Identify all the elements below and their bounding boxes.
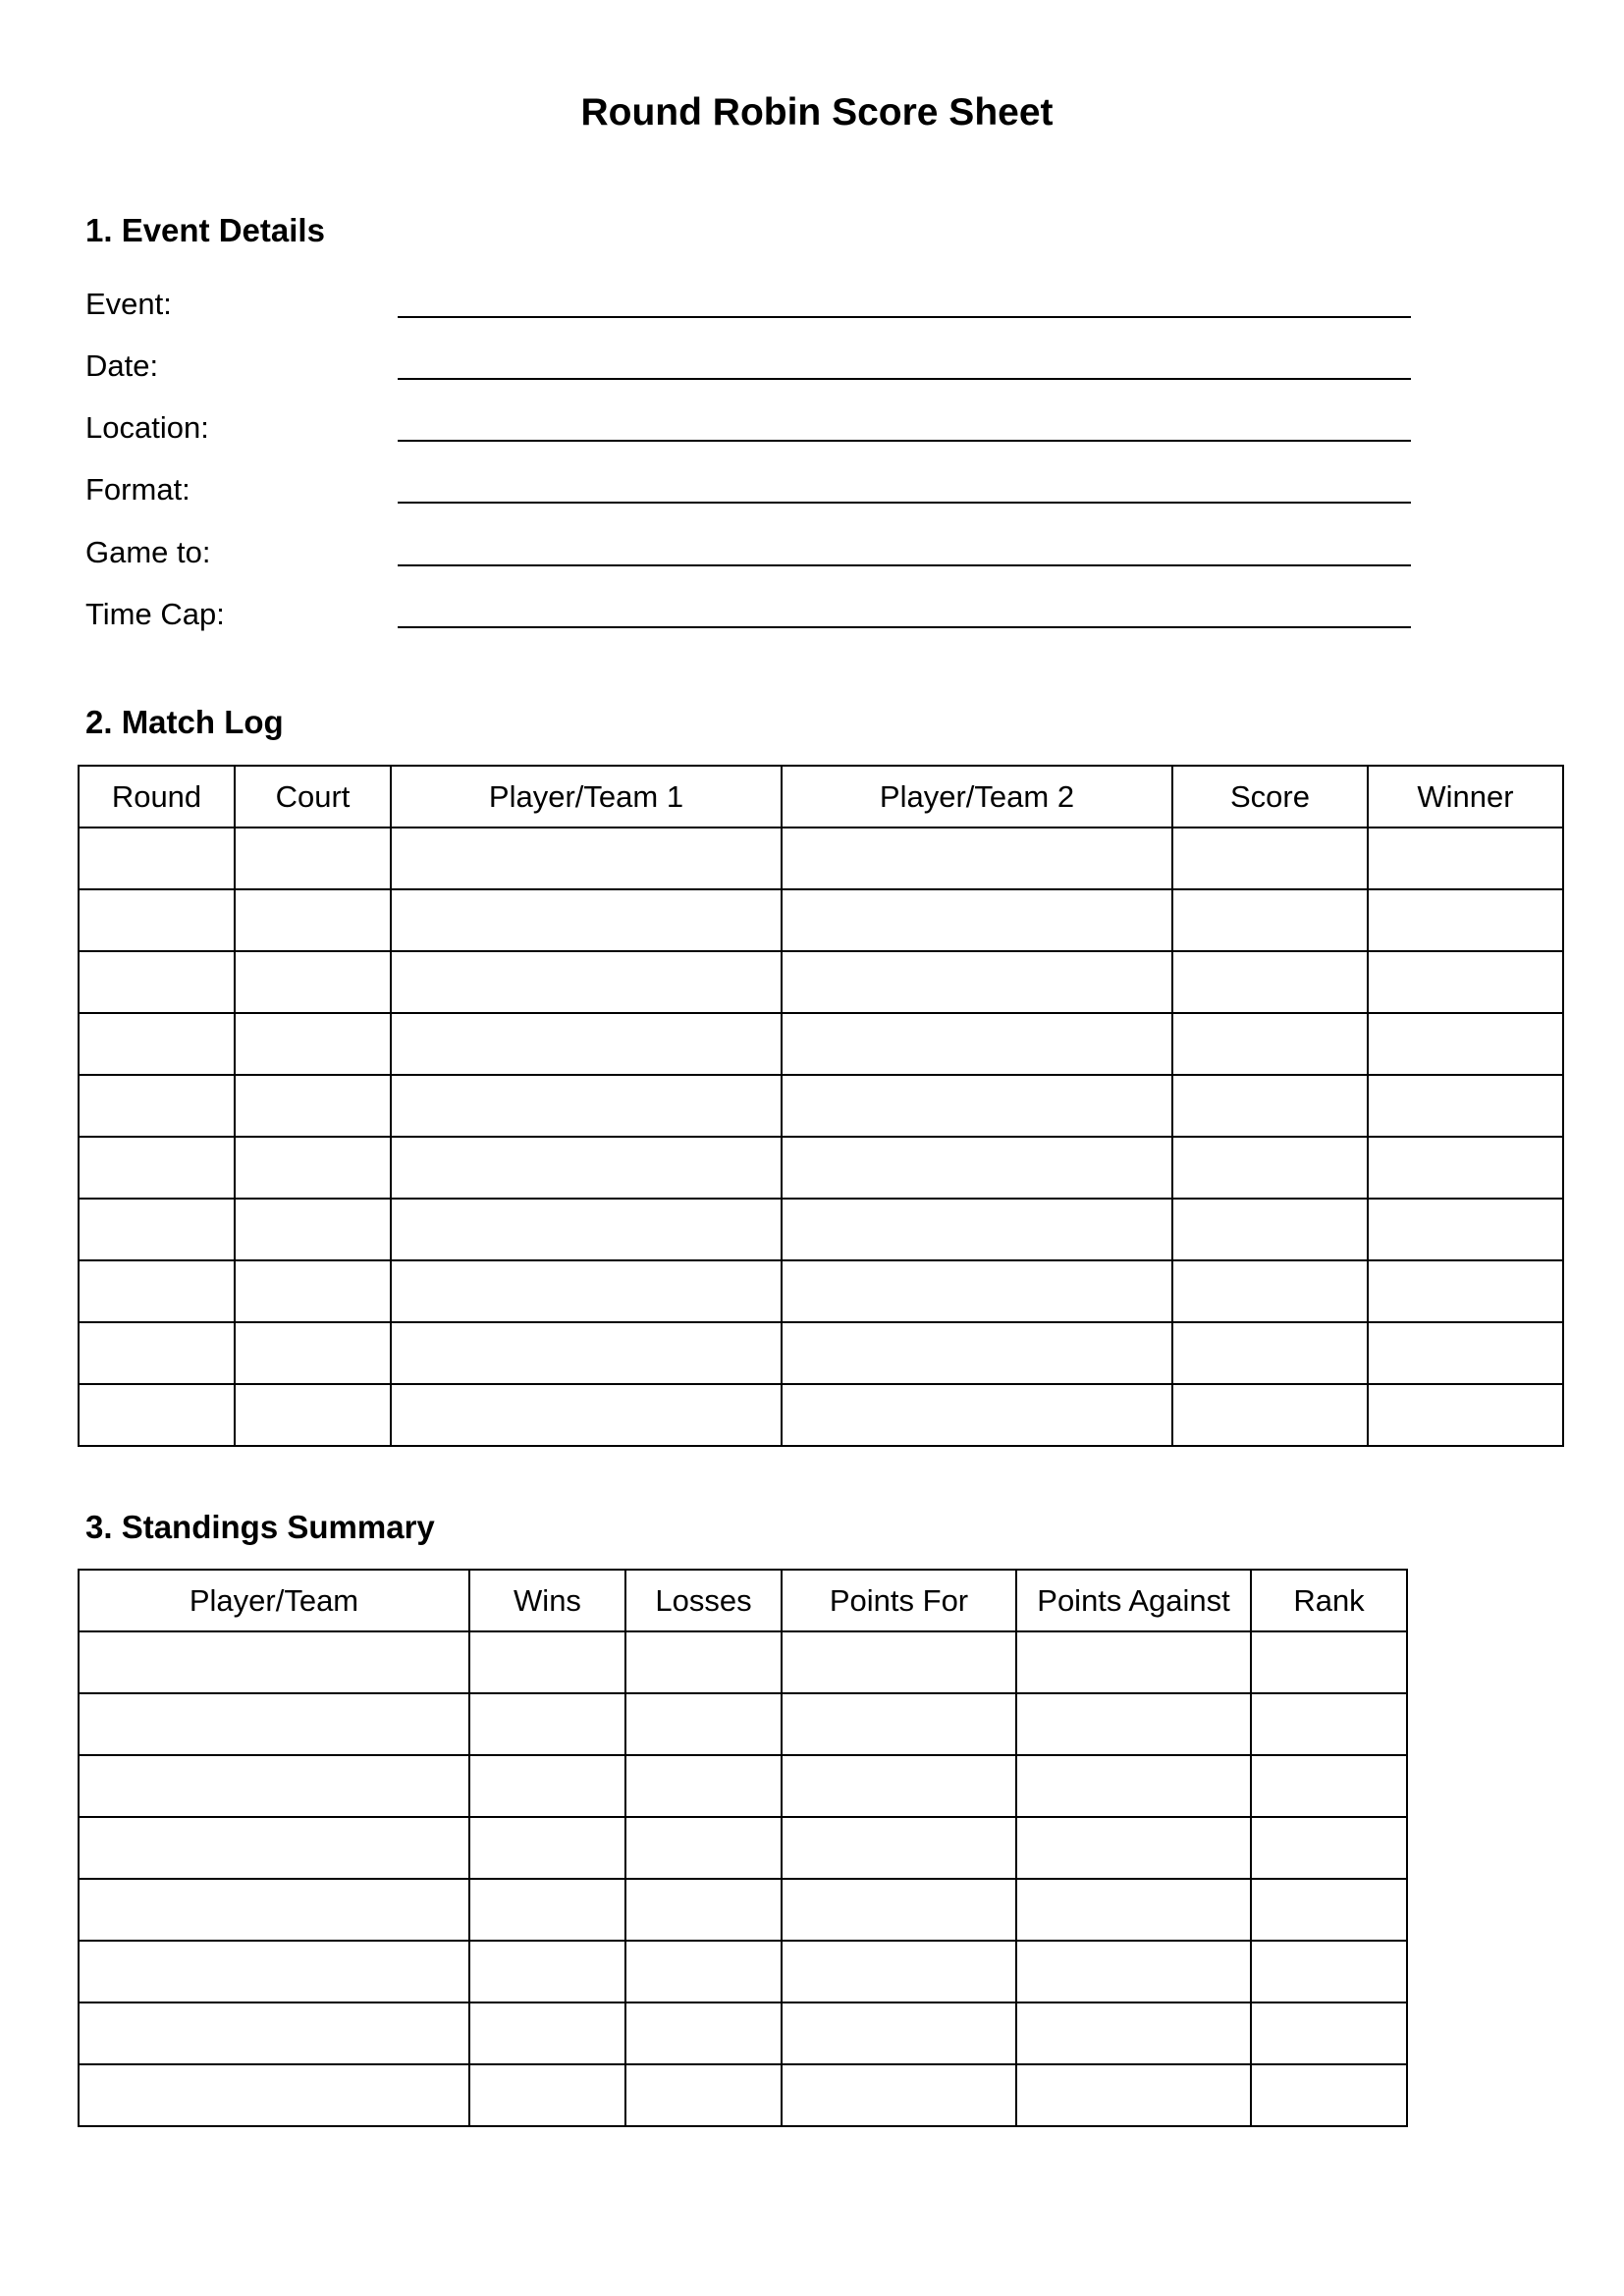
table-cell[interactable]	[1016, 2002, 1251, 2064]
event-details-heading: 1. Event Details	[85, 212, 325, 248]
table-cell[interactable]	[1251, 1817, 1407, 1879]
standings-header-row	[79, 1570, 1407, 1631]
table-cell[interactable]	[1251, 1941, 1407, 2002]
match-log-table	[78, 765, 1564, 1447]
table-cell[interactable]	[79, 2002, 469, 2064]
table-cell[interactable]	[79, 1384, 235, 1446]
standings-row	[79, 2064, 1407, 2126]
standings-heading: 3. Standings Summary	[85, 1509, 435, 1545]
standings-body	[79, 1631, 1407, 2126]
table-cell[interactable]	[79, 951, 235, 1013]
column-header-score: Score	[1172, 766, 1368, 828]
table-cell[interactable]	[1368, 1075, 1563, 1137]
table-cell[interactable]	[79, 1693, 469, 1755]
table-cell[interactable]	[1172, 1322, 1368, 1384]
table-cell[interactable]	[1172, 828, 1368, 889]
table-cell[interactable]	[1368, 1013, 1563, 1075]
standings-row	[79, 1755, 1407, 1817]
table-cell[interactable]	[1368, 1199, 1563, 1260]
table-cell[interactable]	[391, 1075, 782, 1137]
table-cell[interactable]	[1368, 889, 1563, 951]
event-field-label: Event:	[85, 287, 172, 321]
table-cell[interactable]	[391, 1260, 782, 1322]
date-field-label: Date:	[85, 348, 159, 383]
table-cell[interactable]	[79, 1631, 469, 1693]
table-cell[interactable]	[625, 1941, 782, 2002]
match-log-row	[79, 1384, 1563, 1446]
table-cell[interactable]	[1172, 1137, 1368, 1199]
table-cell[interactable]	[782, 1941, 1016, 2002]
table-cell[interactable]	[469, 1755, 625, 1817]
table-cell[interactable]	[782, 2002, 1016, 2064]
table-cell[interactable]	[235, 828, 391, 889]
table-cell[interactable]	[782, 1631, 1016, 1693]
table-cell[interactable]	[391, 1137, 782, 1199]
table-cell[interactable]	[1251, 2002, 1407, 2064]
table-cell[interactable]	[391, 1013, 782, 1075]
match-log-heading: 2. Match Log	[85, 704, 284, 740]
table-cell[interactable]	[782, 1879, 1016, 1941]
standings-row	[79, 1693, 1407, 1755]
column-header-rank: Rank	[1251, 1570, 1407, 1631]
table-cell[interactable]	[235, 1013, 391, 1075]
table-cell[interactable]	[1016, 1693, 1251, 1755]
table-cell[interactable]	[625, 1817, 782, 1879]
location-field-line[interactable]	[398, 440, 1411, 442]
table-cell[interactable]	[782, 1260, 1172, 1322]
table-cell[interactable]	[1251, 2064, 1407, 2126]
table-cell[interactable]	[79, 828, 235, 889]
table-cell[interactable]	[782, 889, 1172, 951]
game-to-field-line[interactable]	[398, 564, 1411, 566]
table-cell[interactable]	[782, 1322, 1172, 1384]
column-header-wins: Wins	[469, 1570, 625, 1631]
table-cell[interactable]	[1172, 889, 1368, 951]
table-cell[interactable]	[1251, 1879, 1407, 1941]
table-cell[interactable]	[235, 1075, 391, 1137]
standings-row	[79, 1631, 1407, 1693]
table-cell[interactable]	[79, 1260, 235, 1322]
table-cell[interactable]	[235, 1199, 391, 1260]
table-cell[interactable]	[79, 1075, 235, 1137]
column-header-player-team-2: Player/Team 2	[782, 766, 1172, 828]
table-cell[interactable]	[1172, 951, 1368, 1013]
column-header-winner: Winner	[1368, 766, 1563, 828]
table-cell[interactable]	[625, 2002, 782, 2064]
table-cell[interactable]	[1172, 1260, 1368, 1322]
column-header-points-against: Points Against	[1016, 1570, 1251, 1631]
table-cell[interactable]	[469, 1693, 625, 1755]
table-cell[interactable]	[79, 889, 235, 951]
match-log-row	[79, 889, 1563, 951]
table-cell[interactable]	[782, 1075, 1172, 1137]
match-log-row	[79, 1075, 1563, 1137]
table-cell[interactable]	[235, 1260, 391, 1322]
table-cell[interactable]	[235, 889, 391, 951]
table-cell[interactable]	[782, 1384, 1172, 1446]
match-log-row	[79, 1322, 1563, 1384]
table-cell[interactable]	[1368, 1322, 1563, 1384]
table-cell[interactable]	[782, 1817, 1016, 1879]
match-log-row	[79, 1199, 1563, 1260]
event-field-line[interactable]	[398, 316, 1411, 318]
time-cap-field-line[interactable]	[398, 626, 1411, 628]
table-cell[interactable]	[235, 1137, 391, 1199]
table-cell[interactable]	[1368, 1260, 1563, 1322]
time-cap-field-label: Time Cap:	[85, 597, 225, 631]
table-cell[interactable]	[1016, 1631, 1251, 1693]
table-cell[interactable]	[1251, 1755, 1407, 1817]
format-field	[85, 470, 1411, 515]
standings-row	[79, 2002, 1407, 2064]
table-cell[interactable]	[1368, 951, 1563, 1013]
table-cell[interactable]	[391, 1199, 782, 1260]
table-cell[interactable]	[235, 1384, 391, 1446]
location-field	[85, 408, 1411, 454]
event-field	[85, 285, 1411, 330]
table-cell[interactable]	[782, 1199, 1172, 1260]
match-log-header-row	[79, 766, 1563, 828]
table-cell[interactable]	[469, 1879, 625, 1941]
table-cell[interactable]	[79, 1199, 235, 1260]
table-cell[interactable]	[1016, 1879, 1251, 1941]
time-cap-field	[85, 595, 1411, 640]
table-cell[interactable]	[79, 1755, 469, 1817]
column-header-court: Court	[235, 766, 391, 828]
table-cell[interactable]	[782, 1693, 1016, 1755]
table-cell[interactable]	[391, 1384, 782, 1446]
table-cell[interactable]	[391, 889, 782, 951]
game-to-field-label: Game to:	[85, 535, 211, 569]
table-cell[interactable]	[782, 951, 1172, 1013]
standings-row	[79, 1941, 1407, 2002]
table-cell[interactable]	[469, 1817, 625, 1879]
table-cell[interactable]	[391, 951, 782, 1013]
table-cell[interactable]	[235, 1322, 391, 1384]
match-log-body	[79, 828, 1563, 1446]
table-cell[interactable]	[1172, 1199, 1368, 1260]
date-field-line[interactable]	[398, 378, 1411, 380]
table-cell[interactable]	[79, 1137, 235, 1199]
table-cell[interactable]	[625, 2064, 782, 2126]
location-field-label: Location:	[85, 410, 209, 445]
table-cell[interactable]	[1172, 1075, 1368, 1137]
match-log-row	[79, 951, 1563, 1013]
table-cell[interactable]	[1368, 828, 1563, 889]
table-cell[interactable]	[235, 951, 391, 1013]
table-cell[interactable]	[391, 1322, 782, 1384]
table-cell[interactable]	[625, 1755, 782, 1817]
table-cell[interactable]	[1016, 1817, 1251, 1879]
table-cell[interactable]	[1368, 1384, 1563, 1446]
table-cell[interactable]	[782, 1137, 1172, 1199]
table-cell[interactable]	[79, 2064, 469, 2126]
column-header-points-for: Points For	[782, 1570, 1016, 1631]
standings-row	[79, 1817, 1407, 1879]
date-field	[85, 347, 1411, 392]
format-field-line[interactable]	[398, 502, 1411, 504]
table-cell[interactable]	[625, 1879, 782, 1941]
column-header-player-team-1: Player/Team 1	[391, 766, 782, 828]
table-cell[interactable]	[625, 1693, 782, 1755]
column-header-round: Round	[79, 766, 235, 828]
table-cell[interactable]	[469, 2064, 625, 2126]
game-to-field	[85, 533, 1411, 578]
column-header-losses: Losses	[625, 1570, 782, 1631]
table-cell[interactable]	[469, 1631, 625, 1693]
table-cell[interactable]	[782, 828, 1172, 889]
format-field-label: Format:	[85, 472, 190, 507]
table-cell[interactable]	[625, 1631, 782, 1693]
match-log-row	[79, 1137, 1563, 1199]
table-cell[interactable]	[1016, 1941, 1251, 2002]
table-cell[interactable]	[782, 1755, 1016, 1817]
table-cell[interactable]	[782, 1013, 1172, 1075]
table-cell[interactable]	[79, 1817, 469, 1879]
table-cell[interactable]	[391, 828, 782, 889]
match-log-row	[79, 828, 1563, 889]
table-cell[interactable]	[1368, 1137, 1563, 1199]
table-cell[interactable]	[782, 2064, 1016, 2126]
table-cell[interactable]	[1172, 1384, 1368, 1446]
table-cell[interactable]	[1016, 2064, 1251, 2126]
table-cell[interactable]	[79, 1322, 235, 1384]
table-cell[interactable]	[79, 1879, 469, 1941]
match-log-row	[79, 1260, 1563, 1322]
table-cell[interactable]	[469, 2002, 625, 2064]
column-header-player-team: Player/Team	[79, 1570, 469, 1631]
table-cell[interactable]	[79, 1941, 469, 2002]
table-cell[interactable]	[469, 1941, 625, 2002]
standings-row	[79, 1879, 1407, 1941]
standings-table	[78, 1569, 1408, 2127]
page-title: Round Robin Score Sheet	[580, 91, 1054, 133]
table-cell[interactable]	[1016, 1755, 1251, 1817]
table-cell[interactable]	[1172, 1013, 1368, 1075]
table-cell[interactable]	[79, 1013, 235, 1075]
table-cell[interactable]	[1251, 1631, 1407, 1693]
table-cell[interactable]	[1251, 1693, 1407, 1755]
match-log-row	[79, 1013, 1563, 1075]
